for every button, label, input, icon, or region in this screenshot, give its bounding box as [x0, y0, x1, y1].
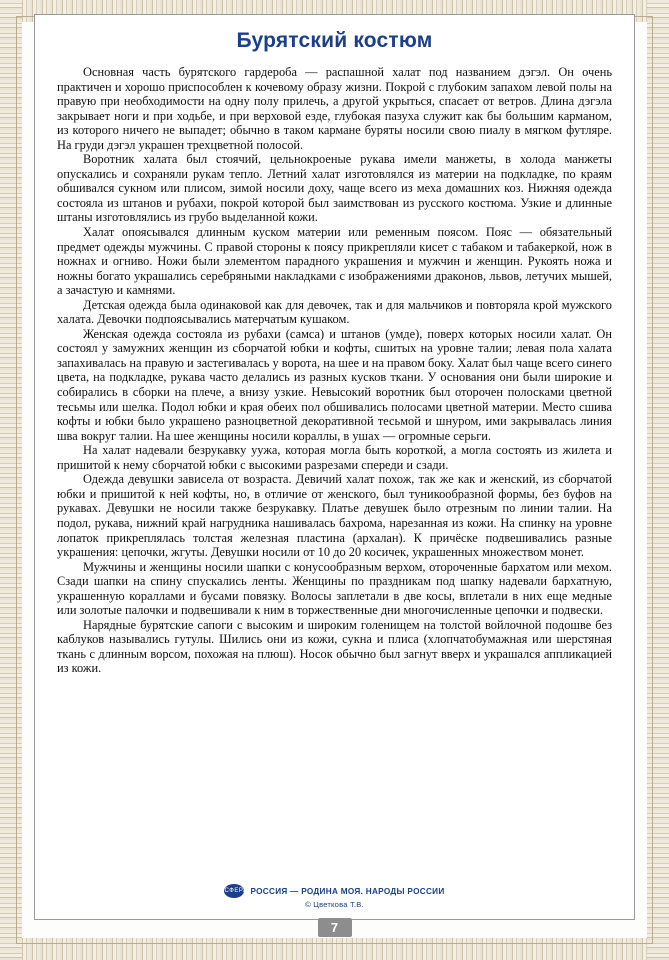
paragraph: Мужчины и женщины носили шапки с конусообразным верхом, отороченные бархатом или мехом. Сзади шапки на спину спускались ленты. Женщины по праздникам под шапку надевали бархатную, украшенную кораллами и бусами повязку. Волосы заплетали в две косы, вплетали в них еще медные или золотые палочки и подвешивали к ним в торжественные дни многочисленные цепочки и подвески.	[57, 559, 612, 618]
paragraph: Нарядные бурятские сапоги с высоким и широким голенищем на толстой войлочной подошве без каблуков назывались гутулы. Шились они из кожи, сукна и плиса (хлопчатобумажная или шерстяная ткань с длинным ворсом, похожая на плюш). Носок обычно был загнут вверх и украшался аппликацией из кожи.	[57, 617, 612, 676]
ornament-border-bottom	[0, 938, 669, 960]
paragraph: Воротник халата был стоячий, цельнокроеные рукава имели манжеты, в холода манжеты опускались и сохраняли рукам тепло. Летний халат изготовлялся из материи на подкладке, по краям обшивался сукном или плисом, зимой носили доху, чаще всего из меха домашних коз. Нижняя одежда состояла из штанов и рубахи, покрой которой был заимствован из русского костюма. Узкие и длинные штаны изготовлялись из грубо выделанной кожи.	[57, 152, 612, 225]
paragraph: Детская одежда была одинаковой как для девочек, так и для мальчиков и повторяла крой мужского халата. Девочки подпоясывались матерчатым кушаком.	[57, 297, 612, 327]
paragraph: Одежда девушки зависела от возраста. Девичий халат похож, так же как и женский, из сборчатой юбки и пришитой к ней кофты, но, в отличие от женского, был туникообразной формы, без буфов на рукавах. Девушки не носили также безрукавку. Платье девушек было отрезным по линии талии. На подол, рукава, нижний край нагрудника нашивалась бахрома, нарезанная из кожи. На спинку на уровне лопаток прикреплялась толстая железная пластина (архалан). К причёске подвешивались разные украшения: цепочки, жгуты. Девушки носили от 10 до 20 косичек, украшенных множеством монет.	[57, 472, 612, 560]
page-number-band	[0, 916, 669, 938]
paragraph: На халат надевали безрукавку уужа, которая могла быть короткой, а могла состоять из жилета и пришитой к нему сборчатой юбки с высокими разрезами спереди и сзади.	[57, 443, 612, 472]
ornament-border-left	[0, 0, 22, 960]
publisher-logo-icon: СФЕРА	[224, 884, 244, 898]
footer-copyright: © Цветкова Т.В.	[305, 900, 364, 909]
page-title: Бурятский костюм	[236, 29, 433, 52]
paragraph: Женская одежда состояла из рубахи (самса) и штанов (умде), поверх которых носили халат. Он состоял у замужних женщин из сборчатой юбки и кофты, сшитых на уровне талии; левая пола халата запахивалась на правую и застегивалась у ворота, на шее и на правом боку. Халат был чаще всего синего цвета, на подкладке, рукава часто делались из разных кусков ткани. У основания они были широкие и собирались в сборки на плече, а внизу узкие. Невысокий воротник был оторочен полосками цветной тесьмы или шелка. Подол юбки и края обеих пол обшивались полосами цветной материи. Место сшива кофты и юбки было украшено разноцветной декоративной тесьмой и шнуром, ими закрывалась линия шва вокруг талии. На шее женщины носили кораллы, в ушах — огромные серьги.	[57, 326, 612, 443]
paragraph: Халат опоясывался длинным куском материи или ременным поясом. Пояс — обязательный предмет одежды мужчины. С правой стороны к поясу прикрепляли кисет с табаком и табакеркой, нож в ножнах и огниво. Ножи были элементом парадного украшения и мужчин и женщин. Рукоять ножа и ножны богато украшались серебряными накладками с изображениями драконов, львов, летучих мышей, а зачастую и камнями.	[57, 225, 612, 298]
ornament-border-right	[647, 0, 669, 960]
paragraph: Основная часть бурятского гардероба — распашной халат под названием дэгэл. Он очень практичен и хорошо приспособлен к кочевому образу жизни. Покрой с глубоким запахом левой полы на правую при необходимости на одну полу прилечь, а другой укрыться, спасает от ветров. Длина дэгэла закрывает ноги и при ходьбе, и при верховой езде, глубокая пазуха служит как бы большим карманом, из которого ничего не выпадет; обычно в таком кармане буряты носили свою пиалу в мягком футляре. На груди дэгэл украшен трехцветной полосой.	[57, 65, 612, 152]
page-number: 7	[318, 918, 352, 937]
page-footer	[35, 884, 634, 909]
content-frame	[34, 14, 635, 920]
article-body	[57, 65, 612, 676]
footer-series-label: РОССИЯ — РОДИНА МОЯ. НАРОДЫ РОССИИ	[250, 886, 445, 896]
